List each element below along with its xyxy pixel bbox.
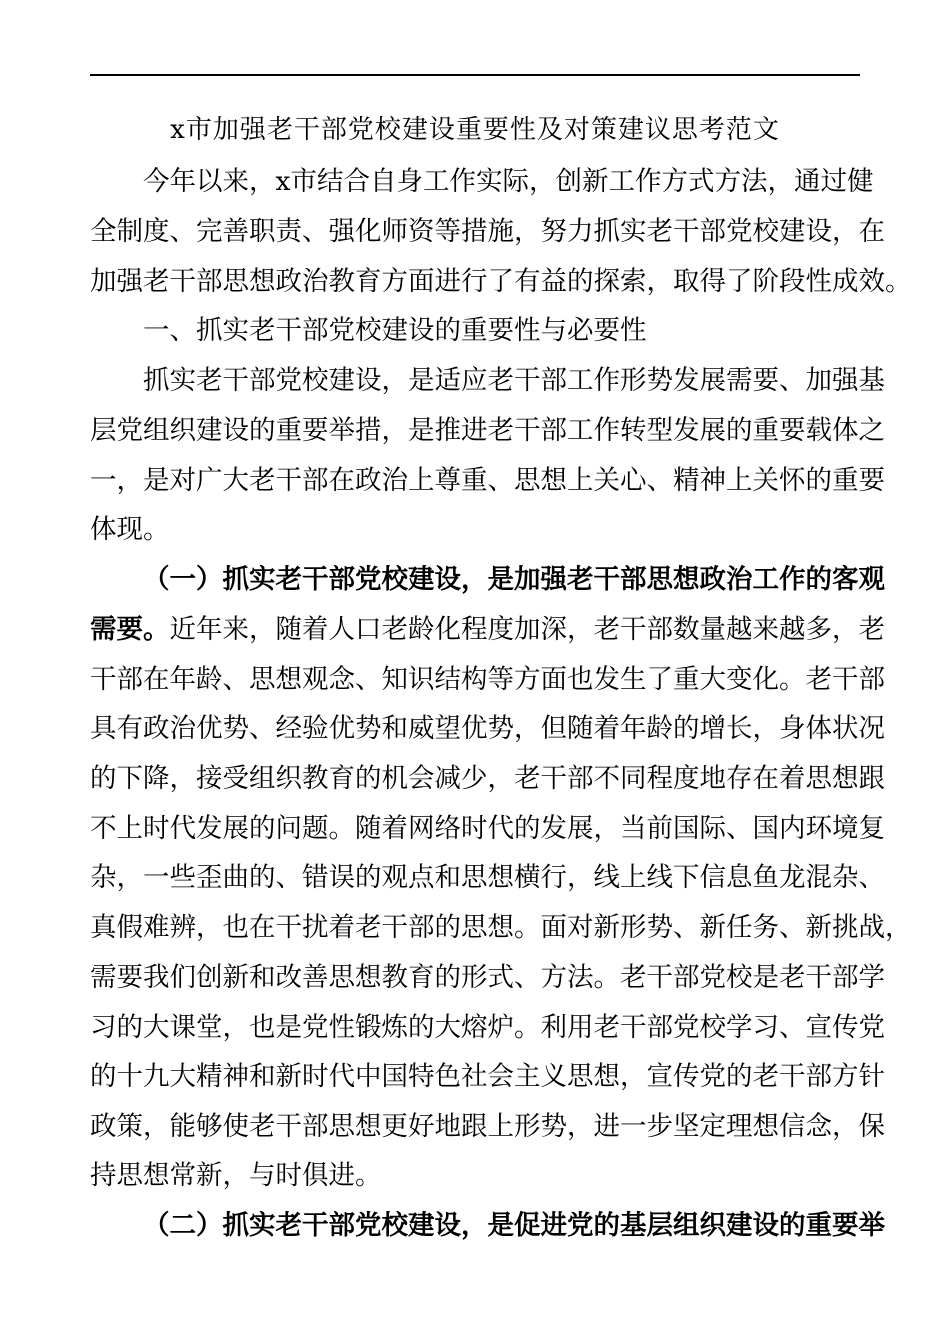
- text-line: 抓实老干部党校建设，是适应老干部工作形势发展需要、加强基: [143, 365, 885, 396]
- text-line: 体现。: [90, 514, 170, 545]
- subsection-heading-1: （一）抓实老干部党校建设，是加强老干部思想政治工作的客观: [143, 564, 885, 595]
- text-line: 持思想常新，与时俱进。: [90, 1160, 382, 1191]
- document-title: x市加强老干部党校建设重要性及对策建议思考范文: [170, 115, 780, 145]
- text-line: 习的大课堂，也是党性锻炼的大熔炉。利用老干部党校学习、宣传党: [90, 1012, 885, 1043]
- text-line-rest: 近年来，随着人口老龄化程度加深，老干部数量越来越多，老: [169, 614, 885, 645]
- text-line: 加强老干部思想政治教育方面进行了有益的探索，取得了阶段性成效。: [90, 266, 912, 297]
- text-line: [90, 604, 885, 656]
- text-line: 不上时代发展的问题。随着网络时代的发展，当前国际、国内环境复: [90, 813, 885, 844]
- text-line: 层党组织建设的重要举措，是推进老干部工作转型发展的重要载体之: [90, 415, 885, 446]
- text-line: 的十九大精神和新时代中国特色社会主义思想，宣传党的老干部方针: [90, 1061, 885, 1092]
- subsection-heading-2: （二）抓实老干部党校建设，是促进党的基层组织建设的重要举: [143, 1210, 885, 1241]
- text-line: 政策，能够使老干部思想更好地跟上形势，进一步坚定理想信念，保: [90, 1111, 885, 1142]
- text-line: 今年以来，x市结合自身工作实际，创新工作方式方法，通过健: [143, 166, 874, 197]
- text-line: 干部在年龄、思想观念、知识结构等方面也发生了重大变化。老干部: [90, 664, 885, 695]
- text-line: 需要我们创新和改善思想教育的形式、方法。老干部党校是老干部学: [90, 962, 885, 993]
- text-line: 杂，一些歪曲的、错误的观点和思想横行，线上线下信息鱼龙混杂、: [90, 862, 885, 893]
- text-line: 具有政治优势、经验优势和威望优势，但随着年龄的增长，身体状况: [90, 713, 885, 744]
- text-line: 的下降，接受组织教育的机会减少，老干部不同程度地存在着思想跟: [90, 763, 885, 794]
- header-rule: [90, 74, 860, 76]
- text-line: 真假难辨，也在干扰着老干部的思想。面对新形势、新任务、新挑战，: [90, 912, 912, 943]
- text-line: 全制度、完善职责、强化师资等措施，努力抓实老干部党校建设，在: [90, 216, 885, 247]
- text-line: 一，是对广大老干部在政治上尊重、思想上关心、精神上关怀的重要: [90, 465, 885, 496]
- section-heading: 一、抓实老干部党校建设的重要性与必要性: [143, 315, 647, 346]
- subsection-heading-1-end: 需要。: [90, 614, 170, 645]
